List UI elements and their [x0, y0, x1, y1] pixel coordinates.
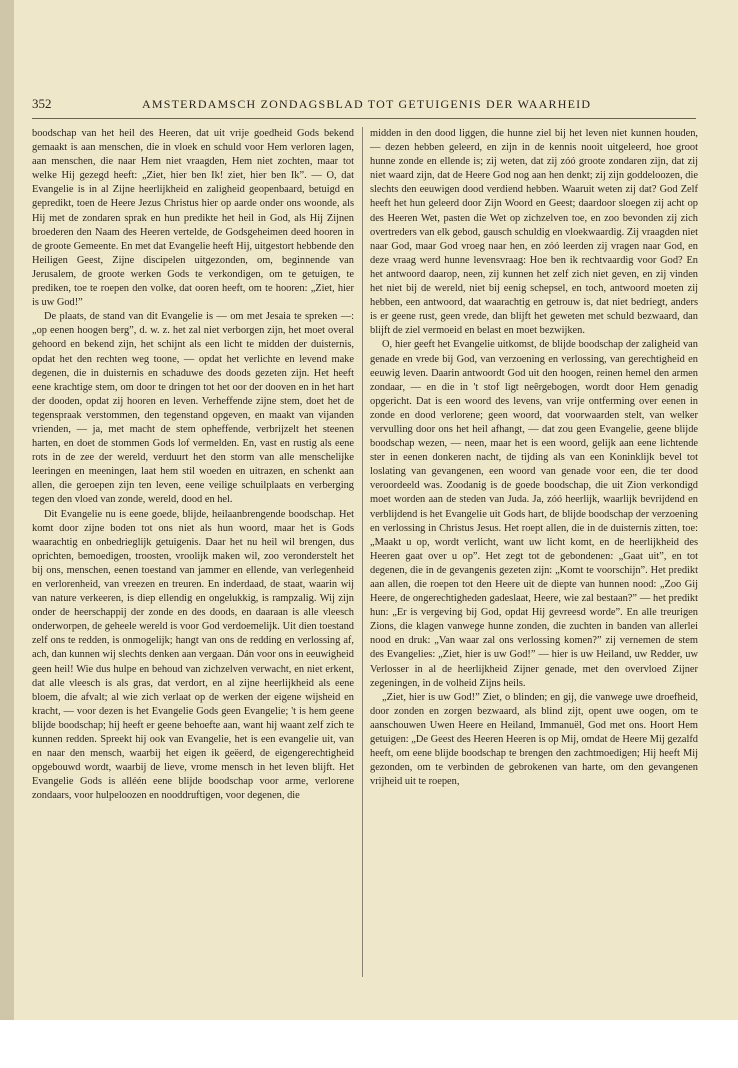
paragraph: midden in den dood liggen, die hunne ziel bij het leven niet kunnen houden, — dezen hebben geleerd, en zijn in de kennis nooit uitgeleerd, hoe groot hunne zonde en ellende is; zij weten, dat zij zóó groote zondaren zijn, dat zij niet waard zijn, dat de Heere God nog aan hen denkt; zij zijn goddeloozen, die slechts den eeuwigen dood verdiend hebben. Waaruit weten zij dat? God Zelf heeft het hun geleerd door Zijn Woord en Geest; daardoor sloegen zij acht op des Heeren Wet, pasten die Wet op zichzelven toe, en zoo bevonden zij zich overtreders van elk gebod, gausch schuldig en vloekwaardig. Zij vraagden niet naar God, maar God vroeg naar hen, en zóó leerden zij vragen naar God, en deze vraag werd hunne levensvraag: Hoe ben ik rechtvaardig voor God? En het antwoord daarop, neen, zij kunnen het zelf zich niet geven, en zij vinden het niet bij de wereld, niet bij eenig schepsel, en toch, antwoord moeten zij hebben, een antwoord, dat waarachtig en getrouw is, dat niet bedriegt, anders is er geene rust, geen vrede, dan blijft het geweten met schuld bezwaard, dan blijft de ziel vermoeid en belast en moet bezwijken.	[370, 128, 698, 337]
page-header	[32, 96, 698, 116]
paragraph: boodschap van het heil des Heeren, dat uit vrije goedheid Gods bekend gemaakt is aan menschen, die in vloek en schuld voor Hem verloren lagen, aan menschen, die naar Hem niet vraagden, Hem niet zochten, maar tot welke Hij gezegd heeft: „Ziet, hier ben Ik! ziet, hier ben Ik”. — O, dat Evangelie is in al Zijne heerlijkheid en zaligheid geopenbaard, betuigd en gepredikt, toen de Heere Jezus Christus hier op aarde onder ons woonde, als Hij met de zondaren sprak en hun predikte het heil in God, als Hij Zijnen broederen den Naam des Heeren vertelde, de Godsgeheimen deed hooren in de groote Gemeente. En met dat Evangelie heeft Hij, uitgestort hebbende den Heiligen Geest, Zijne discipelen uitgezonden, om, beginnende van Jerusalem, de groote werken Gods te verkondigen, om te getuigen, te prediken, toe te roepen den volke, dat ooren heeft, om te hooren: „Ziet, hier is uw God!”	[32, 128, 354, 309]
right-column	[370, 127, 698, 789]
scan-margin	[0, 1020, 738, 1068]
page-number: 352	[32, 96, 52, 111]
paragraph: De plaats, de stand van dit Evangelie is — om met Jesaia te spreken —: „op eenen hoogen berg”, d. w. z. het zal niet verborgen zijn, het moet overal gehoord en bekend zijn, het schijnt als een licht te midden der duisternis, opdat het den rechten weg toone, — opdat het verlichte en levend make degenen, die in duisternis en schaduwe des doods gezeten zijn. Het heeft eene krachtige stem, om door te dringen tot het oor der dooven en in het hart der dooden, opdat zij hooren en leven. Verheffende zijne stem, doet het de tegenspraak verstommen, den tegenstand opgeven, en maakt van vijanden vrienden, — ja, met macht de stem opheffende, verbrijzelt het steenen harten, en doet de stommen Gods lof vermelden. En, vast en rustig als eene rots in de zee der wereld, verduurt het den storm van alle menschelijke leeringen en meeningen, laat hem stil woeden en uitrazen, en schenkt aan allen, die geroepen zijn ten leven, eene veilige schuilplaats en verberging tegen den vloed van zonde, wereld, dood en hel.	[32, 311, 354, 506]
paragraph: O, hier geeft het Evangelie uitkomst, de blijde boodschap der zaligheid van genade en vrede bij God, van verzoening en verlossing, van gerechtigheid en eeuwig leven. Daarin antwoordt God uit den hoogen, reinen hemel den armen zondaar, — en die in 't stof ligt neêrgebogen, wordt door Hem genadig opgericht. Dat is een woord des levens, van vrije ontferming over eenen in zonde en dood verlorene; geen woord, dat voorwaarden stelt, van welker vervulling door ons het heil afhangt, — dat zou geen Evangelie, geene blijde boodschap wezen, — neen, maar het is een woord, gelijk aan eene lichtende ster in eenen donkeren nacht, de tijding als van een Koninklijk bevel tot loslating van gevangenen, een woord van genade voor een, die ter dood veroordeeld was. Zoodanig is de goede boodschap, die uit Zion verkondigd moet worden aan de steden van Juda. Ja, zóó heerlijk, waarlijk bevrijdend en verblijdend is het Evangelie uit Gods hart, de blijde boodschap der verzoening en verlossing in Christus Jesus. Het roept allen, die in de duisternis zitten, toe: „Maakt u op, wordt verlicht, want uw licht komt, en de heerlijkheid des Heeren gaat over u op”. Het zegt tot de gebondenen: „Gaat uit”, en tot degenen, die in de gevangenis gezeten zijn: „Komt te voorschijn”. Het predikt aan allen, die roepen tot den Heere uit de diepte van hunnen nood: „Zoo Gij Heere, de ongerechtigheden gadeslaat, Heere, wie zal bestaan?” — het predikt hun: „Er is vergeving bij God, opdat Hij gevreesd worde”. En alle treurigen Zions, die klagen vanwege hunne zonden, die zuchten in banden van allerlei nood en druk: „Van waar zal ons verlossing komen?” zij vernemen de stem des Evangelies: „Ziet, hier is uw God!” — hier is uw Heiland, uw Redder, uw Verlosser in al de heerlijkheid Zijner genade, met den overvloed Zijner zegeningen, in de volheid Zijns heils.	[370, 339, 698, 689]
header-rule	[32, 118, 696, 119]
paragraph: „Ziet, hier is uw God!” Ziet, o blinden; en gij, die vanwege uwe droefheid, door zonden en zorgen bezwaard, als blind zijt, opent uwe oogen, om te aanschouwen Uwen Heere en Heiland, Immanuël, God met ons. Hoort Hem getuigen: „De Geest des Heeren Heeren is op Mij, omdat de Heere Mij gezalfd heeft, om eene blijde boodschap te brengen den zachtmoedigen; Hij heeft Mij gezonden, om te verbinden de gebrokenen van harte, om den gevangenen vrijheid uit te roepen,	[370, 691, 698, 788]
page-gutter	[0, 0, 14, 1020]
column-divider	[362, 127, 363, 977]
running-title: AMSTERDAMSCH ZONDAGSBLAD TOT GETUIGENIS DER WAARHEID	[142, 97, 592, 111]
left-column	[32, 127, 354, 804]
paragraph: Dit Evangelie nu is eene goede, blijde, heilaanbrengende boodschap. Het komt door zijne boden tot ons niet als hun woord, maar het is Gods waarachtig en onbedrieglijk getuigenis. Daar het nu heil wil brengen, dus oprichten, bemoedigen, troosten, vroolijk maken wil, zoo veronderstelt het bij ons, menschen, eenen toestand van jammer en ellende, van verlegenheid en verlorenheid, van vreezen en treuren. En inderdaad, de staat, waarin wij van nature verkeeren, is diep ellendig en ongelukkig, is rampzalig. Wij zijn onder de heerschappij der zonde en des doods, en daaraan is alle vleesch onderworpen, de geheele wereld is voor God verdoemelijk. Uit dien toestand zelf ons te redden, is onmogelijk; hangt van ons de redding en verlossing af, ach, dan kunnen wij slechts denken aan vergaan. Dán voor ons in eeuwigheid geen heil! Wie dus hulpe en behoud van zichzelven verwacht, en niet erkent, dat alle vleesch is als gras, dat verdort, en al zijne heerlijkheid als eene bloem, die afvalt; al wie zich verlaat op de werken der eigene wijsheid en kracht, — voor dezen is het Evangelie Gods geen Evangelie; 't is hem geene blijde boodschap; hij heeft er geene behoefte aan, want hij waant zelf zich te kunnen redden. Spreekt hij ook van Evangelie, het is een evangelie uit, van en naar den mensch, waarbij het eigen ik geëerd, de eigengerechtigheid opgebouwd wordt, waarbij de lieve, vrome mensch in het leven blijft. Het Evangelie Gods is alléén eene blijde boodschap voor arme, verlorene zondaars, voor hulpeloozen en nooddruftigen, voor degenen, die	[32, 508, 354, 802]
